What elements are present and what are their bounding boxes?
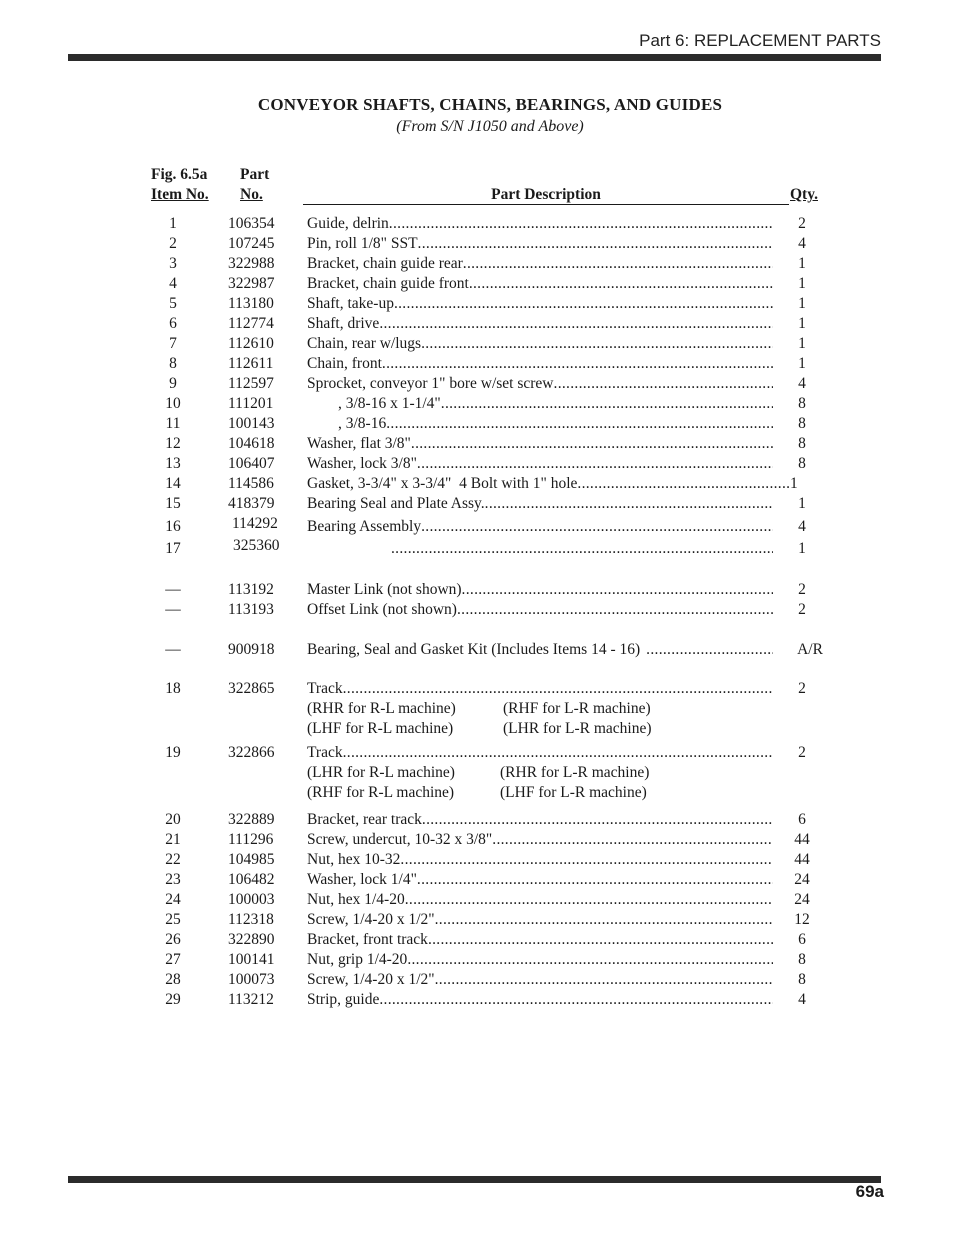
part-description-text: Bracket, rear track xyxy=(307,811,422,828)
part-number: 418379 xyxy=(228,495,275,512)
part-number: 107245 xyxy=(228,235,275,252)
item-number: 29 xyxy=(165,991,181,1008)
table-row xyxy=(0,274,954,294)
part-description xyxy=(307,539,773,559)
part-number: 322988 xyxy=(228,255,275,272)
leader-dots xyxy=(554,375,773,392)
item-number: 21 xyxy=(165,831,181,848)
table-row xyxy=(0,539,954,559)
track-variant-note: (LHR for L-R machine) xyxy=(503,720,652,737)
part-description xyxy=(307,810,773,830)
table-row xyxy=(0,214,954,234)
leader-dots xyxy=(485,495,773,512)
column-header-part-line1: Part xyxy=(240,166,270,183)
quantity: 1 xyxy=(798,355,806,372)
part-description-text: Nut, hex 10-32 xyxy=(307,851,401,868)
table-row xyxy=(0,294,954,314)
quantity: 4 xyxy=(798,518,806,535)
part-description xyxy=(307,890,773,910)
quantity: 2 xyxy=(798,744,806,761)
part-description xyxy=(307,414,773,434)
part-description xyxy=(307,434,773,454)
part-description xyxy=(307,910,773,930)
leader-dots xyxy=(462,581,773,598)
part-description-text: Bearing Seal and Plate Assy. xyxy=(307,495,485,512)
part-description-text: Washer, lock 3/8" xyxy=(307,455,417,472)
quantity: 1 xyxy=(798,255,806,272)
leader-dots xyxy=(386,415,773,432)
quantity: 1 xyxy=(798,495,806,512)
quantity: 4 xyxy=(798,235,806,252)
part-number: 112611 xyxy=(228,355,274,372)
table-row xyxy=(0,810,954,830)
table-row xyxy=(0,580,954,600)
part-number: 100073 xyxy=(228,971,275,988)
leader-dots xyxy=(411,435,773,452)
part-description xyxy=(307,214,773,234)
part-description-text: Gasket, 3-3/4" x 3-3/4" 4 Bolt with 1" hole xyxy=(307,475,578,492)
item-number: 10 xyxy=(165,395,181,412)
table-row xyxy=(0,600,954,620)
part-number: 106354 xyxy=(228,215,275,232)
track-variant-note: (RHF for L-R machine) xyxy=(503,700,651,717)
part-number: 113193 xyxy=(228,601,274,618)
part-number: 106407 xyxy=(228,455,275,472)
table-row xyxy=(0,930,954,950)
table-row xyxy=(0,830,954,850)
bottom-rule xyxy=(68,1176,881,1183)
part-number: 322987 xyxy=(228,275,275,292)
part-number: 322865 xyxy=(228,680,275,697)
part-number: 104985 xyxy=(228,851,275,868)
part-description-text: Strip, guide xyxy=(307,991,380,1008)
item-number: 23 xyxy=(165,871,181,888)
part-description xyxy=(307,850,773,870)
quantity: 8 xyxy=(798,971,806,988)
table-row xyxy=(0,414,954,434)
leader-dots xyxy=(457,601,773,618)
quantity: 1 xyxy=(798,335,806,352)
part-description xyxy=(307,743,773,763)
part-number: 106482 xyxy=(228,871,275,888)
quantity: 8 xyxy=(798,435,806,452)
part-description-text: Nut, hex 1/4-20 xyxy=(307,891,405,908)
part-description-text: Track xyxy=(307,744,343,761)
part-description xyxy=(307,274,773,294)
part-number: 112610 xyxy=(228,335,274,352)
quantity: 2 xyxy=(798,581,806,598)
table-row xyxy=(0,374,954,394)
item-number: 12 xyxy=(165,435,181,452)
part-description xyxy=(307,990,773,1010)
column-header-item-line1: Fig. 6.5a xyxy=(151,166,208,183)
column-header-description: Part Description xyxy=(303,185,789,205)
leader-dots xyxy=(343,680,773,697)
part-number: 112597 xyxy=(228,375,274,392)
leader-dots xyxy=(379,991,773,1008)
part-description-text: Nut, grip 1/4-20 xyxy=(307,951,408,968)
leader-dots xyxy=(418,235,773,252)
quantity: 2 xyxy=(798,215,806,232)
item-number: — xyxy=(165,581,181,598)
part-number: 114586 xyxy=(228,475,274,492)
leader-dots xyxy=(407,951,773,968)
leader-dots xyxy=(428,931,773,948)
part-description-text: Shaft, take-up xyxy=(307,295,394,312)
part-number: 100003 xyxy=(228,891,275,908)
part-number: 111201 xyxy=(228,395,274,412)
part-description xyxy=(307,517,773,537)
part-number: 100141 xyxy=(228,951,275,968)
page-title: CONVEYOR SHAFTS, CHAINS, BEARINGS, AND GUIDES xyxy=(257,95,723,114)
part-description-text: Sprocket, conveyor 1" bore w/set screw xyxy=(307,375,554,392)
leader-dots xyxy=(463,255,773,272)
table-row xyxy=(0,474,954,494)
part-number: 113192 xyxy=(228,581,274,598)
part-number: 100143 xyxy=(228,415,275,432)
leader-dots xyxy=(577,475,791,492)
leader-dots xyxy=(379,315,773,332)
item-number: 3 xyxy=(169,255,177,272)
item-number: 15 xyxy=(165,495,181,512)
part-description xyxy=(307,334,773,354)
quantity: 1 xyxy=(798,540,806,557)
item-number: 11 xyxy=(165,415,181,432)
table-row xyxy=(0,494,954,514)
quantity: 4 xyxy=(798,375,806,392)
table-row xyxy=(0,743,954,763)
item-number: 2 xyxy=(169,235,177,252)
part-number: 900918 xyxy=(228,641,275,658)
page-subtitle: (From S/N J1050 and Above) xyxy=(396,118,584,135)
track-variant-note: (RHR for L-R machine) xyxy=(500,764,650,781)
leader-dots xyxy=(417,455,773,472)
table-row xyxy=(0,434,954,454)
part-description-text: Screw, undercut, 10-32 x 3/8" xyxy=(307,831,493,848)
table-row xyxy=(0,850,954,870)
leader-dots xyxy=(435,971,773,988)
part-number: 113212 xyxy=(228,991,274,1008)
item-number: 26 xyxy=(165,931,181,948)
part-number: 111296 xyxy=(228,831,274,848)
leader-dots xyxy=(421,518,773,535)
track-variant-note: (LHR for R-L machine) xyxy=(307,764,455,781)
item-number: 6 xyxy=(169,315,177,332)
item-number: 27 xyxy=(165,951,181,968)
part-description-text: Chain, front xyxy=(307,355,382,372)
part-number: 112774 xyxy=(228,315,274,332)
table-row xyxy=(0,679,954,699)
item-number: 20 xyxy=(165,811,181,828)
quantity: 8 xyxy=(798,951,806,968)
part-description-text: Pin, roll 1/8" SST xyxy=(307,235,418,252)
item-number: 8 xyxy=(169,355,177,372)
quantity: 1 xyxy=(798,295,806,312)
quantity: 1 xyxy=(790,475,798,492)
part-description xyxy=(307,830,773,850)
leader-dots xyxy=(421,335,773,352)
quantity: 2 xyxy=(798,680,806,697)
item-number: 13 xyxy=(165,455,181,472)
item-number: 4 xyxy=(169,275,177,292)
item-number: 1 xyxy=(169,215,177,232)
part-description-text: , 3/8-16 x 1-1/4" xyxy=(307,395,441,412)
item-number: 24 xyxy=(165,891,181,908)
track-variant-note: (LHF for R-L machine) xyxy=(307,720,454,737)
quantity: 44 xyxy=(794,831,810,848)
part-description-text: Shaft, drive xyxy=(307,315,380,332)
part-number: 322866 xyxy=(228,744,275,761)
part-description xyxy=(307,640,773,660)
part-number: 113180 xyxy=(228,295,274,312)
part-description xyxy=(307,930,773,950)
item-number: 18 xyxy=(165,680,181,697)
table-row xyxy=(0,950,954,970)
column-header-part-line2: No. xyxy=(240,186,263,203)
part-description-text: , 3/8-16 xyxy=(307,415,387,432)
leader-dots xyxy=(640,641,773,658)
table-row xyxy=(0,890,954,910)
table-row xyxy=(0,394,954,414)
item-number: 9 xyxy=(169,375,177,392)
table-row xyxy=(0,314,954,334)
column-header-qty: Qty. xyxy=(790,186,818,203)
part-description xyxy=(307,950,773,970)
quantity: 44 xyxy=(794,851,810,868)
leader-dots xyxy=(382,355,773,372)
part-number: 114292 xyxy=(232,515,278,532)
part-description-text: Bracket, chain guide rear xyxy=(307,255,463,272)
item-number: 14 xyxy=(165,475,181,492)
quantity: 8 xyxy=(798,395,806,412)
quantity: 8 xyxy=(798,415,806,432)
table-row xyxy=(0,234,954,254)
part-description xyxy=(307,454,773,474)
leader-dots xyxy=(394,295,773,312)
track-variant-note: (LHF for L-R machine) xyxy=(500,784,647,801)
part-description-text: Bearing Assembly xyxy=(307,518,422,535)
quantity: 2 xyxy=(798,601,806,618)
leader-dots xyxy=(389,215,773,232)
part-description xyxy=(307,600,773,620)
part-description xyxy=(307,580,773,600)
quantity: 12 xyxy=(794,911,810,928)
part-description-text: Offset Link (not shown) xyxy=(307,601,457,618)
item-number: 16 xyxy=(165,518,181,535)
table-row xyxy=(0,970,954,990)
leader-dots xyxy=(417,871,773,888)
part-description-text: Washer, flat 3/8" xyxy=(307,435,411,452)
item-number: — xyxy=(165,601,181,618)
track-variant-note: (RHF for R-L machine) xyxy=(307,784,455,801)
part-description-text: Washer, lock 1/4" xyxy=(307,871,417,888)
part-description xyxy=(307,234,773,254)
part-description-text: Guide, delrin xyxy=(307,215,389,232)
page-number: 69a xyxy=(855,1182,884,1201)
item-number: 28 xyxy=(165,971,181,988)
part-description-text: Bracket, chain guide front xyxy=(307,275,469,292)
part-description xyxy=(307,314,773,334)
part-number: 112318 xyxy=(228,911,274,928)
part-description xyxy=(307,374,773,394)
part-description-text: Screw, 1/4-20 x 1/2" xyxy=(307,971,435,988)
part-number: 322889 xyxy=(228,811,275,828)
column-header-item-line2: Item No. xyxy=(151,186,209,203)
track-variant-note: (RHR for R-L machine) xyxy=(307,700,456,717)
part-description xyxy=(307,494,773,514)
part-description xyxy=(307,474,791,494)
header-section-label: Part 6: REPLACEMENT PARTS xyxy=(639,31,881,50)
table-row xyxy=(0,254,954,274)
leader-dots xyxy=(469,275,773,292)
leader-dots xyxy=(307,540,773,557)
part-number: 322890 xyxy=(228,931,275,948)
table-row xyxy=(0,454,954,474)
quantity: 1 xyxy=(798,315,806,332)
item-number: 19 xyxy=(165,744,181,761)
leader-dots xyxy=(400,851,773,868)
part-description xyxy=(307,679,773,699)
table-row xyxy=(0,910,954,930)
part-description-text: Screw, 1/4-20 x 1/2" xyxy=(307,911,435,928)
quantity: 24 xyxy=(794,891,810,908)
part-description xyxy=(307,394,773,414)
part-description-text: Chain, rear w/lugs xyxy=(307,335,422,352)
part-description-text: Bearing, Seal and Gasket Kit (Includes Items 14 - 16) xyxy=(307,641,641,658)
part-description-text: Bracket, front track xyxy=(307,931,428,948)
table-row xyxy=(0,990,954,1010)
quantity: 1 xyxy=(798,275,806,292)
item-number: — xyxy=(165,641,181,658)
table-row xyxy=(0,354,954,374)
leader-dots xyxy=(343,744,773,761)
part-number: 104618 xyxy=(228,435,275,452)
table-row xyxy=(0,870,954,890)
leader-dots xyxy=(492,831,773,848)
part-description xyxy=(307,870,773,890)
quantity: 6 xyxy=(798,811,806,828)
leader-dots xyxy=(405,891,773,908)
quantity: 8 xyxy=(798,455,806,472)
leader-dots xyxy=(441,395,773,412)
table-row xyxy=(0,640,954,660)
part-number: 325360 xyxy=(233,537,280,554)
part-description xyxy=(307,254,773,274)
quantity: 6 xyxy=(798,931,806,948)
leader-dots xyxy=(422,811,773,828)
part-description xyxy=(307,294,773,314)
item-number: 17 xyxy=(165,540,181,557)
table-row xyxy=(0,334,954,354)
part-description-text: Track xyxy=(307,680,343,697)
quantity: 24 xyxy=(794,871,810,888)
part-description xyxy=(307,354,773,374)
item-number: 25 xyxy=(165,911,181,928)
part-description-text: Master Link (not shown) xyxy=(307,581,462,598)
quantity: 4 xyxy=(798,991,806,1008)
item-number: 7 xyxy=(169,335,177,352)
table-row xyxy=(0,517,954,537)
item-number: 22 xyxy=(165,851,181,868)
item-number: 5 xyxy=(169,295,177,312)
part-description xyxy=(307,970,773,990)
leader-dots xyxy=(435,911,773,928)
quantity: A/R xyxy=(797,641,823,658)
